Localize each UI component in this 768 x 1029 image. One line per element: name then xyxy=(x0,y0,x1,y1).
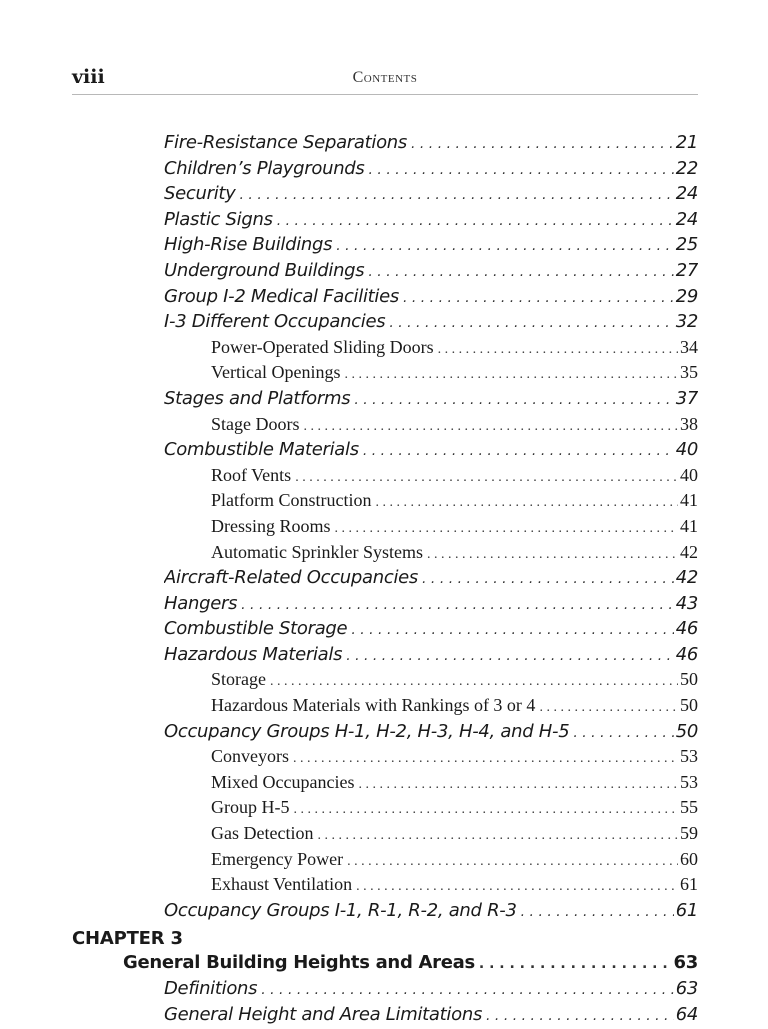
toc-entry-page: 63 xyxy=(673,952,698,974)
dot-leader xyxy=(573,725,673,741)
toc-entry[interactable] xyxy=(211,849,698,875)
toc-entry-title: Platform Construction xyxy=(211,490,372,511)
dot-leader xyxy=(539,700,678,716)
dot-leader xyxy=(293,751,678,767)
toc-entry-title: Hazardous Materials xyxy=(164,643,343,665)
dot-leader xyxy=(376,495,679,511)
dot-leader xyxy=(354,392,673,408)
toc-entry[interactable] xyxy=(211,337,698,363)
toc-entry[interactable] xyxy=(164,209,698,235)
dot-leader xyxy=(346,648,673,664)
page-header xyxy=(72,64,698,95)
toc-entry[interactable] xyxy=(164,260,698,286)
dot-leader xyxy=(486,1008,674,1024)
toc-entry[interactable] xyxy=(211,542,698,568)
dot-leader xyxy=(363,443,674,459)
toc-entry[interactable] xyxy=(211,516,698,542)
toc-entry-page: 34 xyxy=(680,336,698,357)
toc-entry-page: 24 xyxy=(675,208,698,230)
toc-entry-title: I-3 Different Occupancies xyxy=(164,311,386,333)
dot-leader xyxy=(438,342,678,358)
toc-entry-title: Occupancy Groups I-1, R-1, R-2, and R-3 xyxy=(164,899,517,921)
toc-entry[interactable] xyxy=(164,132,698,158)
table-of-contents xyxy=(0,132,768,1029)
toc-entry-page: 27 xyxy=(675,259,698,281)
toc-entry[interactable] xyxy=(211,746,698,772)
dot-leader xyxy=(411,136,674,152)
dot-leader xyxy=(344,367,678,383)
toc-entry-title: General Building Heights and Areas xyxy=(123,952,475,974)
dot-leader xyxy=(335,521,678,537)
toc-entry-page: 35 xyxy=(680,362,698,383)
toc-entry-page: 40 xyxy=(680,464,698,485)
toc-entry[interactable] xyxy=(164,1004,698,1029)
toc-entry[interactable] xyxy=(164,721,698,747)
dot-leader xyxy=(427,547,678,563)
toc-entry-title: Combustible Materials xyxy=(164,439,359,461)
toc-entry-title: Group I-2 Medical Facilities xyxy=(164,285,399,307)
dot-leader xyxy=(356,879,678,895)
toc-entry-page: 53 xyxy=(680,746,698,767)
toc-entry-title: Vertical Openings xyxy=(211,362,341,383)
toc-entry-page: 38 xyxy=(680,413,698,434)
toc-entry-page: 63 xyxy=(675,978,698,999)
toc-entry[interactable] xyxy=(211,797,698,823)
toc-entry-title: Occupancy Groups H-1, H-2, H-3, H-4, and H-5 xyxy=(164,720,570,742)
toc-entry-page: 46 xyxy=(675,618,698,640)
toc-entry[interactable] xyxy=(211,669,698,695)
toc-entry-title: Security xyxy=(164,183,236,205)
dot-leader xyxy=(277,213,674,229)
dot-leader xyxy=(422,571,674,587)
toc-entry-title: Roof Vents xyxy=(211,464,292,485)
toc-entry[interactable] xyxy=(164,567,698,593)
toc-entry-page: 21 xyxy=(675,132,698,153)
dot-leader xyxy=(368,264,673,280)
toc-entry-title: Emergency Power xyxy=(211,848,344,869)
toc-entry-page: 24 xyxy=(675,183,698,205)
page-number: viii xyxy=(72,66,105,88)
toc-entry-page: 29 xyxy=(675,285,698,307)
toc-entry[interactable] xyxy=(164,618,698,644)
toc-entry-page: 42 xyxy=(675,567,698,589)
toc-entry-page: 41 xyxy=(680,490,698,511)
toc-entry-title: Hangers xyxy=(164,592,238,614)
toc-entry[interactable] xyxy=(211,823,698,849)
dot-leader xyxy=(295,470,678,486)
dot-leader xyxy=(347,854,678,870)
toc-entry[interactable] xyxy=(211,874,698,900)
chapter-heading: CHAPTER 3 xyxy=(72,928,183,950)
toc-entry[interactable] xyxy=(211,695,698,721)
toc-entry-page: 53 xyxy=(680,771,698,792)
dot-leader xyxy=(336,238,673,254)
toc-entry[interactable] xyxy=(164,158,698,184)
toc-entry[interactable] xyxy=(164,978,698,1004)
toc-entry-title: Mixed Occupancies xyxy=(211,771,355,792)
toc-entry[interactable] xyxy=(211,362,698,388)
toc-entry-page: 42 xyxy=(680,541,698,562)
toc-entry-title: Fire-Resistance Separations xyxy=(164,132,407,153)
toc-entry-title: Dressing Rooms xyxy=(211,515,331,536)
running-title: Contents xyxy=(352,69,418,86)
toc-entry-title: Gas Detection xyxy=(211,823,314,844)
toc-entry[interactable] xyxy=(211,414,698,440)
toc-entry[interactable] xyxy=(164,286,698,312)
toc-entry-page: 59 xyxy=(680,823,698,844)
toc-entry[interactable] xyxy=(164,644,698,670)
toc-entry-page: 37 xyxy=(675,387,698,409)
toc-entry-title: Automatic Sprinkler Systems xyxy=(211,541,423,562)
toc-entry-title: Plastic Signs xyxy=(164,208,273,230)
dot-leader xyxy=(403,290,674,306)
toc-entry[interactable] xyxy=(164,900,698,926)
dot-leader xyxy=(521,904,674,920)
toc-entry-page: 46 xyxy=(675,643,698,665)
dot-leader xyxy=(261,982,673,998)
toc-entry-page: 64 xyxy=(675,1003,698,1025)
toc-entry-title: Storage xyxy=(211,669,266,690)
toc-entry[interactable] xyxy=(164,183,698,209)
toc-entry-page: 22 xyxy=(675,157,698,179)
toc-entry[interactable] xyxy=(164,311,698,337)
toc-entry-title: Power-Operated Sliding Doors xyxy=(211,336,434,357)
toc-entry-title: Group H-5 xyxy=(211,797,290,818)
toc-entry[interactable] xyxy=(164,439,698,465)
toc-entry-page: 61 xyxy=(680,874,698,895)
toc-entry-page: 61 xyxy=(675,899,698,921)
toc-entry-page: 50 xyxy=(680,669,698,690)
dot-leader xyxy=(479,956,672,972)
dot-leader xyxy=(358,777,678,793)
toc-entry-title: Aircraft-Related Occupancies xyxy=(164,567,419,589)
toc-entry[interactable] xyxy=(211,465,698,491)
toc-entry-title: Exhaust Ventilation xyxy=(211,874,353,895)
toc-entry[interactable] xyxy=(164,593,698,619)
dot-leader xyxy=(240,187,674,203)
toc-entry-title: High-Rise Buildings xyxy=(164,234,333,256)
toc-entry-page: 41 xyxy=(680,515,698,536)
toc-entry-title: Children’s Playgrounds xyxy=(164,157,365,179)
toc-entry-title: General Height and Area Limitations xyxy=(164,1003,483,1025)
toc-entry-page: 25 xyxy=(675,234,698,256)
toc-entry-title: Conveyors xyxy=(211,746,289,767)
dot-leader xyxy=(270,674,678,690)
toc-entry-page: 60 xyxy=(680,848,698,869)
toc-entry[interactable] xyxy=(123,952,698,978)
toc-entry[interactable] xyxy=(211,772,698,798)
toc-entry-page: 40 xyxy=(675,439,698,461)
dot-leader xyxy=(369,162,674,178)
dot-leader xyxy=(317,828,678,844)
toc-entry[interactable] xyxy=(164,234,698,260)
toc-entry-title: Hazardous Materials with Rankings of 3 or 4 xyxy=(211,695,536,716)
dot-leader xyxy=(304,419,679,435)
toc-entry[interactable] xyxy=(164,388,698,414)
toc-entry-title: Combustible Storage xyxy=(164,618,348,640)
toc-entry-title: Definitions xyxy=(164,978,258,999)
toc-entry-title: Stage Doors xyxy=(211,413,300,434)
toc-entry-title: Stages and Platforms xyxy=(164,387,351,409)
toc-entry-page: 32 xyxy=(675,311,698,333)
toc-entry-title: Underground Buildings xyxy=(164,259,365,281)
toc-entry-page: 50 xyxy=(675,720,698,742)
dot-leader xyxy=(294,802,679,818)
toc-entry-page: 55 xyxy=(680,797,698,818)
toc-entry[interactable] xyxy=(211,490,698,516)
toc-entry-page: 43 xyxy=(675,592,698,614)
dot-leader xyxy=(389,315,673,331)
toc-entry-page: 50 xyxy=(680,695,698,716)
dot-leader xyxy=(241,597,674,613)
dot-leader xyxy=(351,622,673,638)
